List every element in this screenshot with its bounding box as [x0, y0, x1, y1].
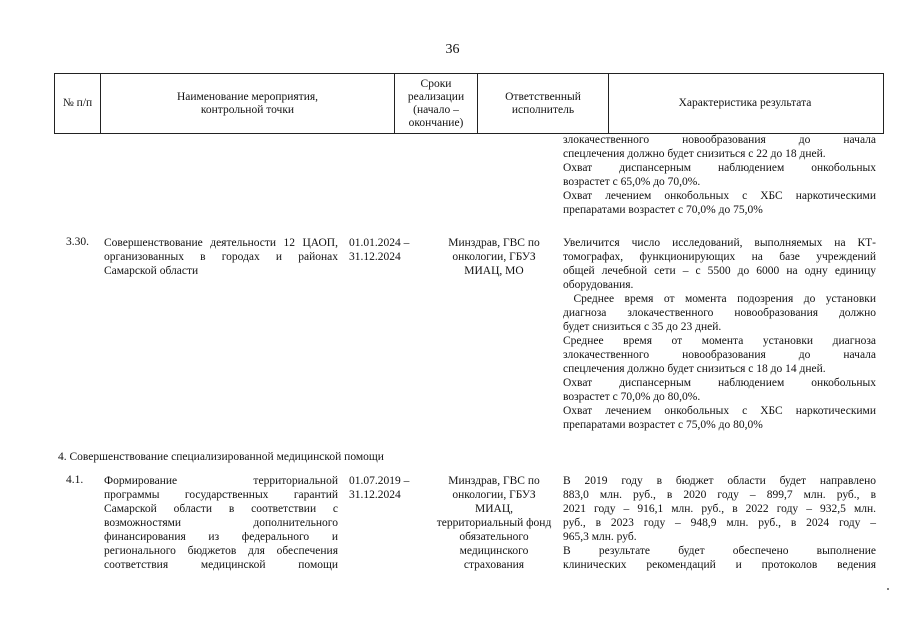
text-line: спецлечения должно будет снизиться с 18 до 14 дней.	[563, 363, 826, 375]
text-line: томографах, функционирующих на базе учреждений	[563, 251, 876, 263]
text-line: 2021 году – 916,1 млн. руб., в 2022 году – 932,5 млн.	[563, 503, 876, 515]
text-line: 883,0 млн. руб., в 2020 году – 899,7 млн. руб., в	[563, 489, 876, 501]
row-result	[563, 474, 876, 572]
section-heading: 4. Совершенствование специализированной медицинской помощи	[58, 451, 384, 463]
text-line: будет снизиться с 35 до 23 дней.	[563, 321, 722, 333]
text-line: Среднее время от момента установки диагноза	[563, 335, 876, 347]
text-line: возрастет с 70,0% до 80,0%.	[563, 391, 701, 403]
date-start: 01.01.2024 –	[349, 237, 410, 249]
header-col-dates: Сроки реализации (начало – окончание)	[395, 74, 478, 133]
row-number: 3.30.	[66, 236, 89, 248]
text-line: В 2019 году в бюджет области будет направлено	[563, 475, 876, 487]
text-line: руб., в 2023 году – 948,9 млн. руб., в 2024 году –	[563, 517, 876, 529]
text-line: регионального бюджетов для обеспечения	[104, 545, 338, 557]
text-line: В результате будет обеспечено выполнение	[563, 545, 876, 557]
date-end: 31.12.2024	[349, 251, 401, 263]
page-number: 36	[445, 42, 460, 57]
row-dates	[349, 474, 429, 502]
text-line: общей лечебной сети – с 5500 до 6000 на одну единицу	[563, 265, 876, 277]
text-line: препаратами возрастет с 75,0% до 80,0%	[563, 419, 763, 431]
text-line: клинических рекомендаций и протоколов ведения	[563, 559, 876, 571]
header-col-number: № п/п	[55, 74, 101, 133]
text-line: злокачественного новообразования до начала	[563, 349, 876, 361]
text-line: финансирования из федерального и	[104, 531, 338, 543]
scan-speck	[887, 588, 889, 590]
text-line: программы государственных гарантий	[104, 489, 338, 501]
date-end: 31.12.2024	[349, 489, 401, 501]
row-responsible: Минздрав, ГВС по онкологии, ГБУЗ МИАЦ, территориальный фонд обязательного медицинского страхования	[436, 475, 552, 571]
header-col-result: Характеристика результата	[678, 97, 812, 109]
text-line: соответствия медицинской помощи	[104, 559, 338, 571]
table-header	[54, 73, 884, 134]
row-dates	[349, 236, 429, 264]
text-line: оборудования.	[563, 279, 634, 291]
text-line: Охват диспансерным наблюдением онкобольных	[563, 377, 876, 389]
row-name	[104, 474, 338, 572]
text-line: Формирование территориальной	[104, 475, 338, 487]
row-responsible: Минздрав, ГВС по онкологии, ГБУЗ МИАЦ, МО	[448, 237, 540, 277]
header-col-name: Наименование мероприятия, контрольной точки	[101, 74, 395, 133]
text-line: Увеличится число исследований, выполняемых на КТ-	[563, 237, 876, 249]
row-number: 4.1.	[66, 474, 84, 486]
text-line: препаратами возрастет с 70,0% до 75,0%	[563, 204, 763, 216]
text-line: Самарской области в соответствии с	[104, 503, 338, 515]
continuation-result	[563, 133, 876, 217]
row-name: Совершенствование деятельности 12 ЦАОП, организованных в городах и районах Самарской области	[104, 237, 338, 277]
text-line: Среднее время от момента подозрения до установки	[563, 293, 876, 305]
text-line: диагноза злокачественного новообразования должно	[563, 307, 876, 319]
row-result	[563, 236, 876, 432]
text-line: возможностями дополнительного	[104, 517, 338, 529]
text-line: 965,3 млн. руб.	[563, 531, 637, 543]
text-line: возрастет с 65,0% до 70,0%.	[563, 176, 701, 188]
date-start: 01.07.2019 –	[349, 475, 410, 487]
text-line: Охват лечением онкобольных с ХБС наркотическими	[563, 190, 876, 202]
text-line: спецлечения должно будет снизиться с 22 до 18 дней.	[563, 148, 826, 160]
header-col-responsible: Ответственный исполнитель	[478, 74, 609, 133]
text-line: Охват лечением онкобольных с ХБС наркотическими	[563, 405, 876, 417]
text-line: Охват диспансерным наблюдением онкобольных	[563, 162, 876, 174]
text-line: злокачественного новообразования до начала	[563, 134, 876, 146]
